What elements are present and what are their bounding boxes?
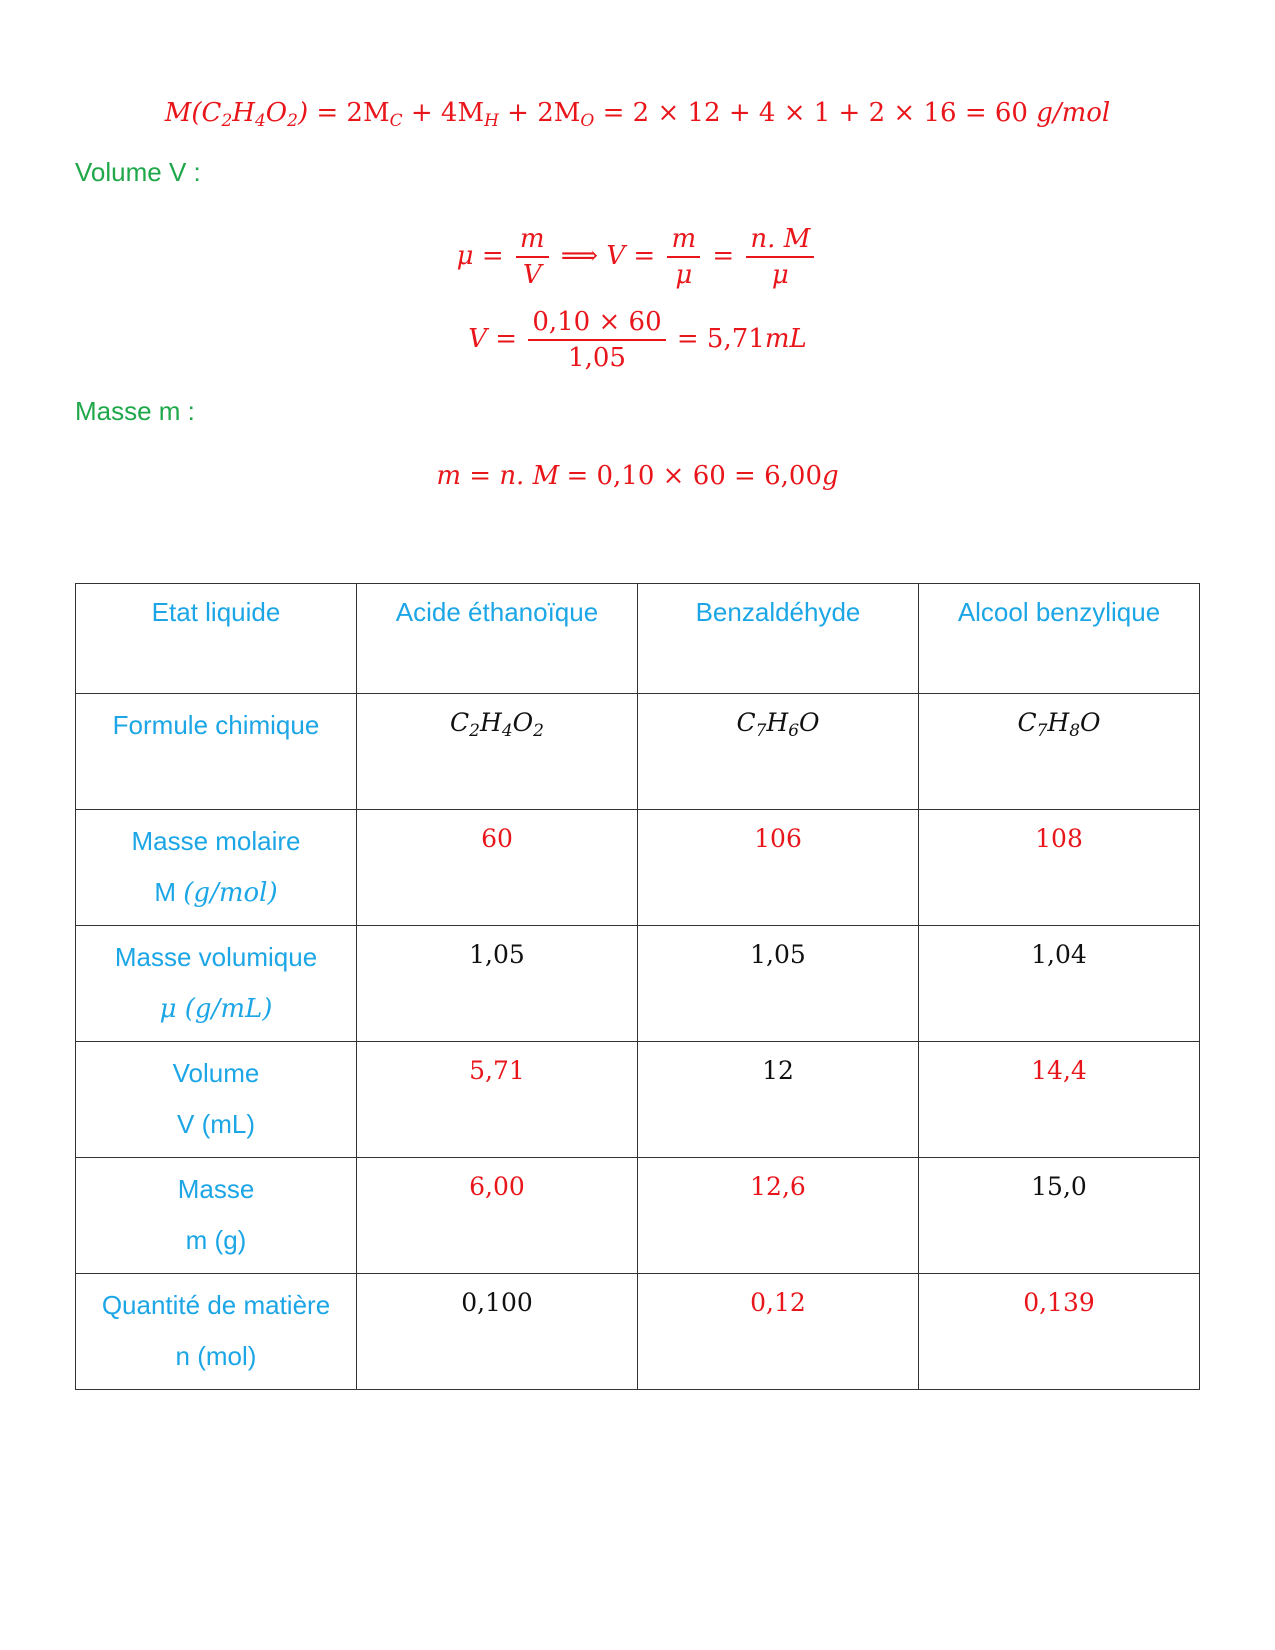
density-cell: 1,05 [357,926,638,1042]
table-row-molar-mass [76,810,1200,926]
table-row-formula [76,694,1200,810]
volume-cell: 12 [638,1042,919,1158]
table-row-mass [76,1158,1200,1274]
header-state-label: Etat liquide [76,584,357,694]
amount-cell: 0,139 [919,1274,1200,1390]
table-row-volume [76,1042,1200,1158]
volume-calculation: V = $\frac{0,10 \times 60}{1,05}$ = 5,71mL [468,307,807,373]
volume-cell: 5,71 [357,1042,638,1158]
mass-cell: 12,6 [638,1158,919,1274]
amount-cell: 0,100 [357,1274,638,1390]
table-row-amount [76,1274,1200,1390]
mass-cell: 6,00 [357,1158,638,1274]
header-alcool-benzylique: Alcool benzylique [919,584,1200,694]
volume-row-label: Volume V (mL) [76,1042,357,1158]
properties-table [75,583,1200,1390]
fraction-volume: $\frac{0,10 \times 60}{1,05}$ [528,305,665,375]
mass-cell: 15,0 [919,1158,1200,1274]
volume-cell: 14,4 [919,1042,1200,1158]
molar-mass-row-label: Masse molaire M (g/mol) [76,810,357,926]
table-row-density [76,926,1200,1042]
volume-relation: μ = $\frac{m}{V}$ ⟹ V = $\frac{m}{\mu}$ = $\frac{n. M}{\mu}$ [0,222,1275,292]
molar-mass-equation: $M(C_2H_4O_2) = 2M_C + 4M_H + 2M_O = 2 \times 12 + 4 \times 1 + 2 \times 16 = 60$ g/mol [164,98,1111,131]
fraction-nm-over-mu: $\frac{n. M}{\mu}$ [746,222,814,292]
density-cell: 1,05 [638,926,919,1042]
mass-heading: Masse m : [75,396,195,426]
header-acide-ethanoique: Acide éthanoïque [357,584,638,694]
formula-cell: $C_7H_6O$ [638,694,919,810]
molar-mass-cell: 108 [919,810,1200,926]
molar-mass-cell: 106 [638,810,919,926]
fraction-m-over-v: $\frac{m}{V}$ [516,222,549,292]
table-header-row [76,584,1200,694]
formula-cell: $C_7H_8O$ [919,694,1200,810]
molar-mass-cell: 60 [357,810,638,926]
header-benzaldehyde: Benzaldéhyde [638,584,919,694]
fraction-m-over-mu: $\frac{m}{\mu}$ [667,222,700,292]
formula-row-label: Formule chimique [76,694,357,810]
amount-row-label: Quantité de matière n (mol) [76,1274,357,1390]
mass-calculation: m = n. M = 0,10 × 60 = 6,00g [436,461,839,491]
volume-heading: Volume V : [75,157,201,187]
mass-row-label: Masse m (g) [76,1158,357,1274]
density-row-label: Masse volumique μ (g/mL) [76,926,357,1042]
amount-cell: 0,12 [638,1274,919,1390]
formula-cell: $C_2H_4O_2$ [357,694,638,810]
density-cell: 1,04 [919,926,1200,1042]
